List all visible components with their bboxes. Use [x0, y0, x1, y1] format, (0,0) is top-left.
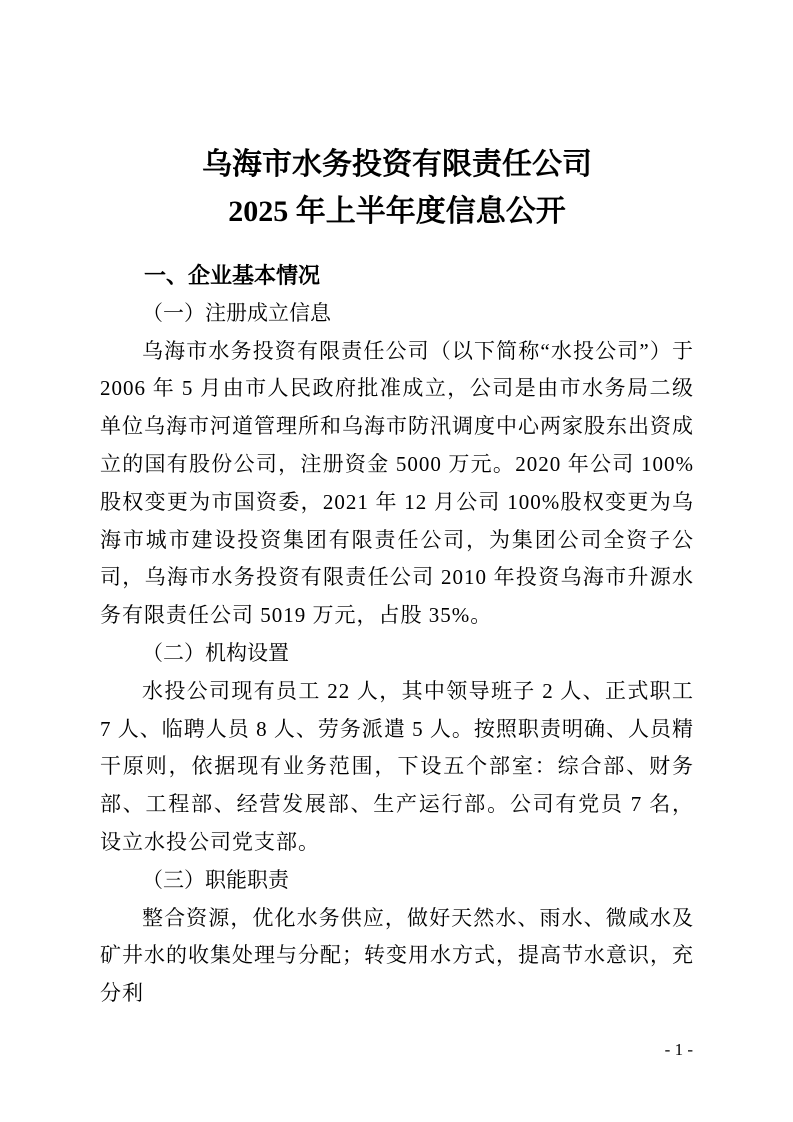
page-number: - 1 -	[664, 1040, 693, 1059]
document-title	[100, 141, 694, 235]
paragraph-registration-info: 乌海市水务投资有限责任公司（以下简称“水投公司”）于 2006 年 5 月由市人民政府批准成立，公司是由市水务局二级单位乌海市河道管理所和乌海市防汛调度中心两家股东出资成立的国有股份公司，注册资金 5000 万元。2020 年公司 100%股权变更为市国资委，2021 年 12 月公司 100%股权变更为乌海市城市建设投资集团有限责任公司，为集团公司全资子公司，乌海市水务投资有限责任公司 2010 年投资乌海市升源水务有限责任公司 5019 万元，占股 35%。	[100, 338, 694, 628]
document-content	[100, 141, 694, 1013]
subsection-heading-registration-info: （一）注册成立信息	[142, 300, 331, 325]
paragraph-organization-setup: 水投公司现有员工 22 人，其中领导班子 2 人、正式职工 7 人、临聘人员 8 人、劳务派遣 5 人。按照职责明确、人员精干原则，依据现有业务范围，下设五个部室：综合部、财务部、工程部、经营发展部、生产运行部。公司有党员 7 名，设立水投公司党支部。	[100, 678, 694, 854]
subsection-heading-organization-setup: （二）机构设置	[142, 640, 289, 665]
paragraph-functions-duties: 整合资源，优化水务供应，做好天然水、雨水、微咸水及矿井水的收集处理与分配；转变用水方式，提高节水意识，充分利	[100, 905, 694, 1006]
section-heading-company-basics: 一、企业基本情况	[144, 263, 321, 288]
document-title-line-2: 2025 年上半年度信息公开	[228, 195, 566, 228]
document-title-line-1: 乌海市水务投资有限责任公司	[202, 148, 592, 181]
subsection-heading-functions-duties: （三）职能职责	[142, 867, 289, 892]
